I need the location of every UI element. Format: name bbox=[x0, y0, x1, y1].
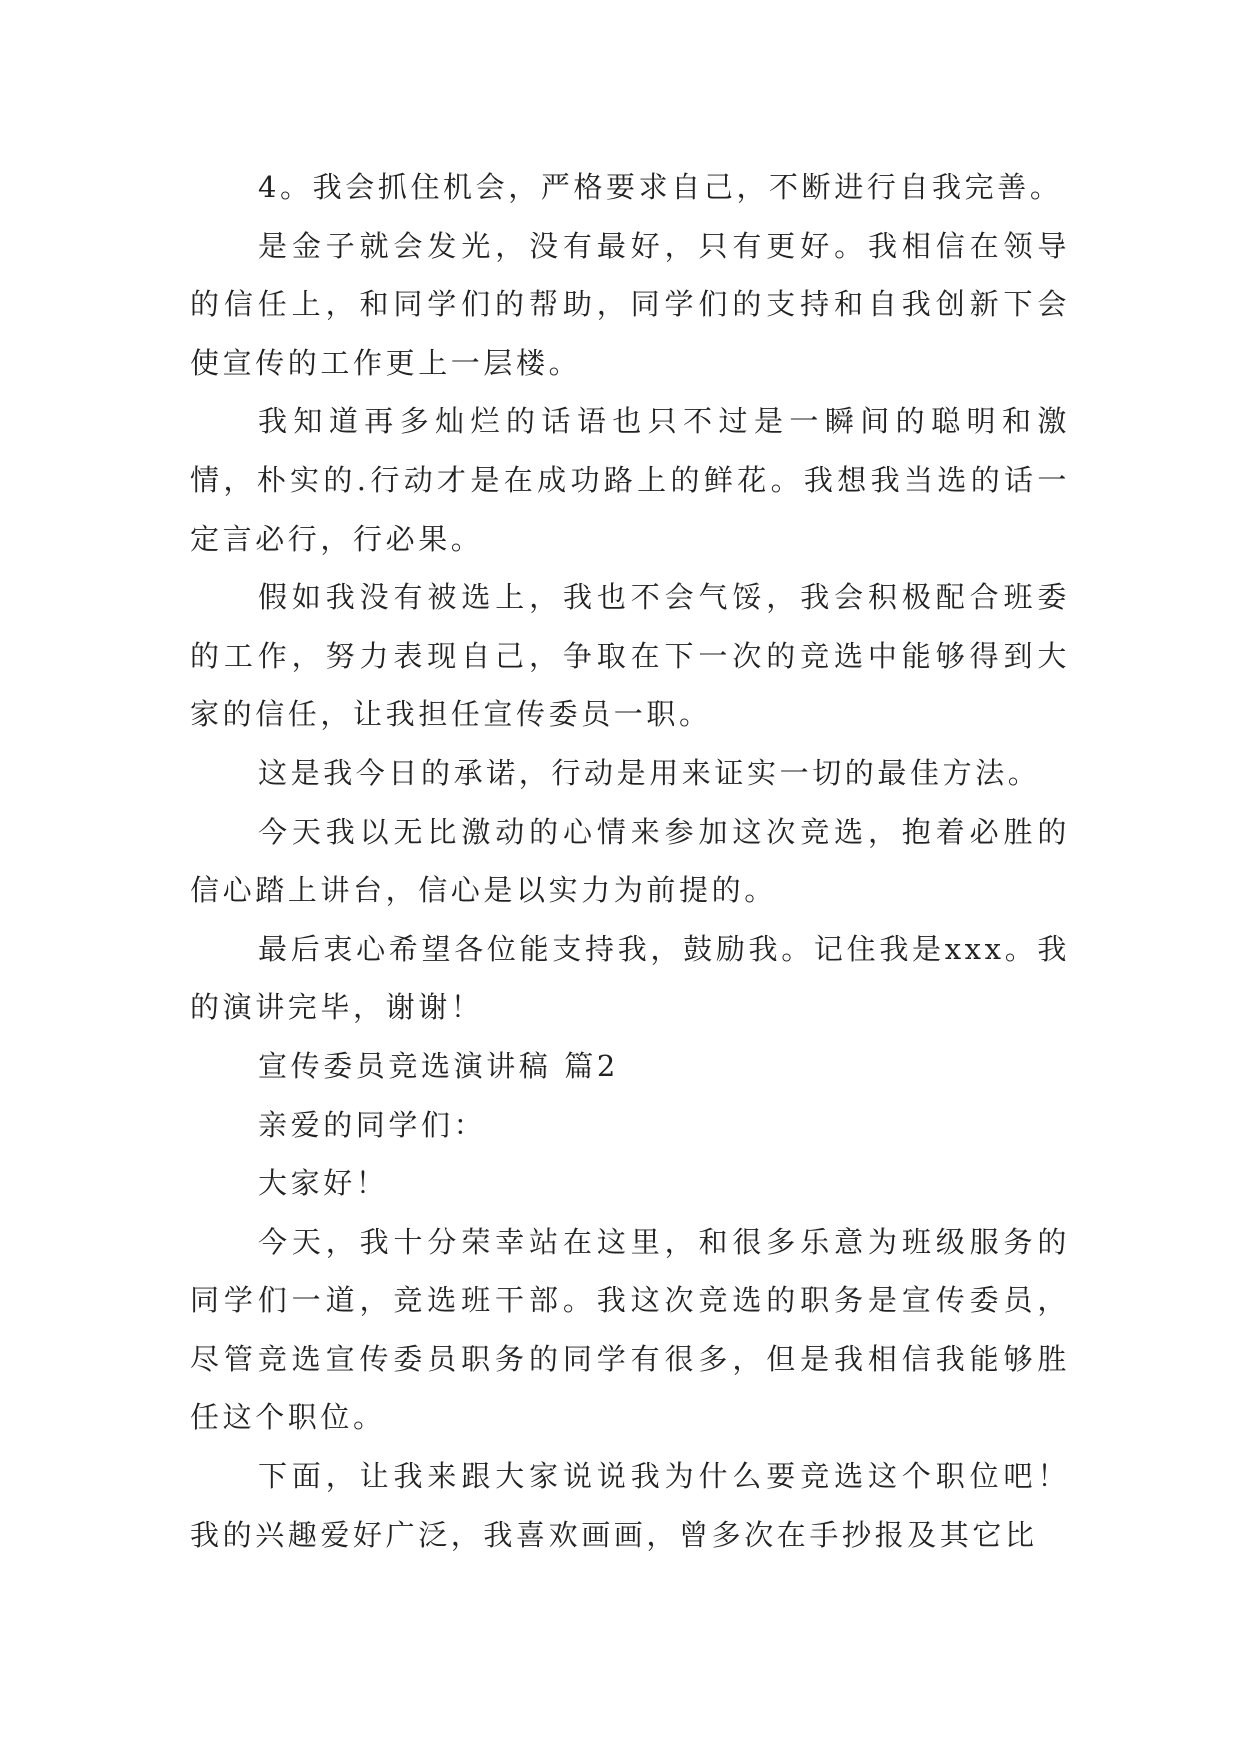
paragraph-1: 4。我会抓住机会，严格要求自己，不断进行自我完善。 bbox=[258, 170, 1063, 204]
paragraph-5: 这是我今日的承诺，行动是用来证实一切的最佳方法。 bbox=[258, 755, 1041, 790]
paragraph-3: 我知道再多灿烂的话语也只不过是一瞬间的聪明和激情，朴实的.行动才是在成功路上的鲜花。我想我当选的话一定言必行，行必果。 bbox=[190, 404, 1070, 556]
paragraph-6: 今天我以无比激动的心情来参加这次竞选，抱着必胜的信心踏上讲台，信心是以实力为前提的。 bbox=[190, 814, 1070, 908]
paragraph-11: 今天，我十分荣幸站在这里，和很多乐意为班级服务的同学们一道，竞选班干部。我这次竞选的职务是宣传委员，尽管竞选宣传委员职务的同学有很多，但是我相信我能够胜任这个职位。 bbox=[190, 1224, 1070, 1435]
salutation: 亲爱的同学们： bbox=[258, 1107, 487, 1142]
paragraph-2: 是金子就会发光，没有最好，只有更好。我相信在领导的信任上，和同学们的帮助，同学们的支持和自我创新下会使宣传的工作更上一层楼。 bbox=[190, 228, 1070, 380]
document-body bbox=[190, 158, 1070, 1564]
section-heading: 宣传委员竞选演讲稿 篇2 bbox=[258, 1048, 619, 1083]
paragraph-4: 假如我没有被选上，我也不会气馁，我会积极配合班委的工作，努力表现自己，争取在下一次的竞选中能够得到大家的信任，让我担任宣传委员一职。 bbox=[190, 580, 1070, 732]
paragraph-12: 下面，让我来跟大家说说我为什么要竞选这个职位吧！我的兴趣爱好广泛，我喜欢画画，曾多次在手抄报及其它比 bbox=[190, 1459, 1070, 1552]
paragraph-7: 最后衷心希望各位能支持我，鼓励我。记住我是xxx。我的演讲完毕，谢谢！ bbox=[190, 931, 1070, 1025]
greeting: 大家好！ bbox=[258, 1166, 389, 1201]
